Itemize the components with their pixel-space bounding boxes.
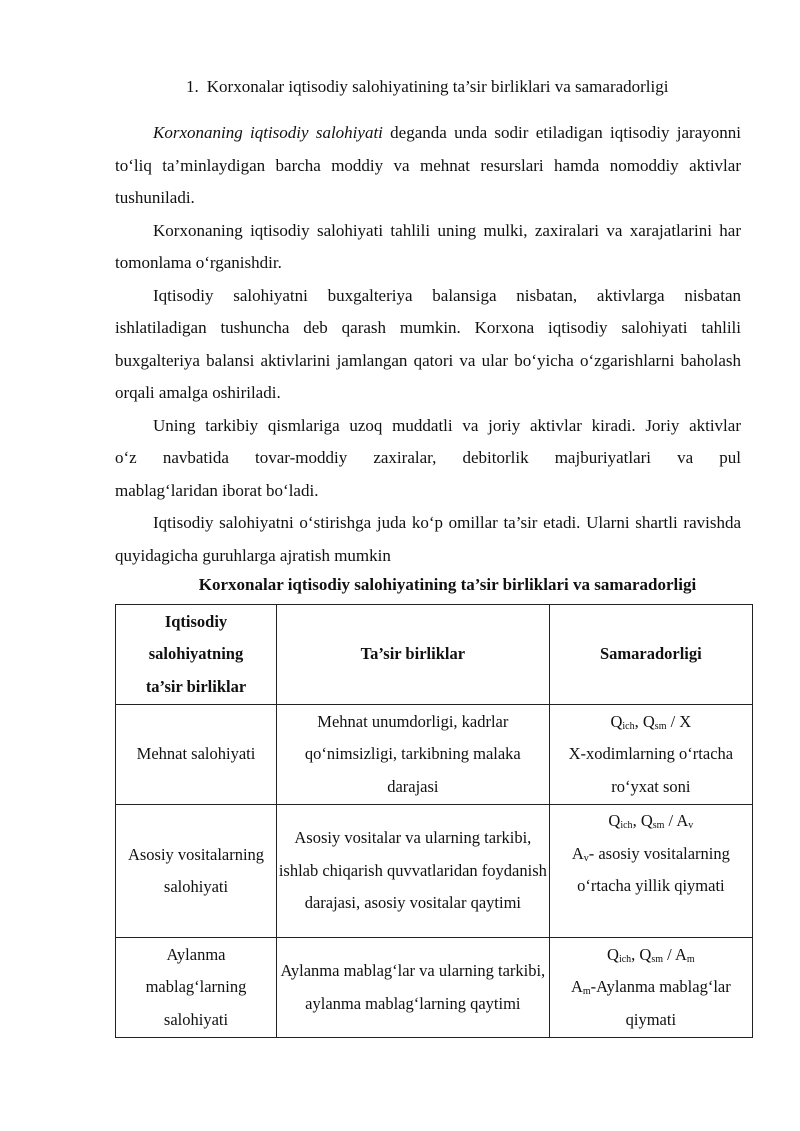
section-number: 1. [186,77,199,96]
section-title: Korxonalar iqtisodiy salohiyatining ta’sir birliklari va samaradorligi [206,77,669,96]
efficiency-formula: $Q_{ich}$, $Q_{sm}$ / X [610,711,692,732]
table-title: Korxonalar iqtisodiy salohiyatining ta’sir birliklari va samaradorligi [198,575,697,594]
header-cell-unit: Iqtisodiy salohiyatning ta’sir birliklar [116,605,277,705]
paragraph-components-l3: mablag‘laridan iborat bo‘ladi. [115,480,319,500]
body-text [115,117,741,572]
table-header-row [116,605,753,705]
table-row [116,705,753,805]
row-efficiency [549,938,752,1038]
row-efficiency [549,705,752,805]
table-row [116,938,753,1038]
section-heading [186,76,668,98]
potential-table [115,604,753,1038]
definition-text: deganda unda sodir etiladigan iqtisodiy jarayonni to‘liq ta’minlaydigan barcha moddiy va mehnat resurslari hamda nomoddiy aktivlar tushuniladi. [115,123,741,207]
paragraph-analysis: Korxonaning iqtisodiy salohiyati tahlili uning mulki, zaxiralari va xarajatlarini har tomonlama o‘rganishdir. [115,220,741,272]
efficiency-description: X-xodimlarning o‘rtacha ro‘yxat soni [568,744,734,796]
paragraph-components-l1: Uning tarkibiy qismlariga uzoq muddatli va joriy aktivlar kiradi. Joriy aktivlar [153,415,741,435]
paragraph-balance: Iqtisodiy salohiyatni buxgalteriya balansiga nisbatan, aktivlarga nisbatan ishlatiladigan tushuncha deb qarash mumkin. Korxona iqtisodiy salohiyati tahlili buxgalteriya balansi aktivlarini jamlangan qatori va ular bo‘yicha o‘zgarishlarni baholash orqali amalga oshiriladi. [115,285,741,402]
defined-term: Korxonaning iqtisodiy salohiyati [153,123,383,142]
paragraph-components-l2: o‘z navbatida tovar-moddiy zaxiralar, debitorlik majburiyatlari va pul [115,448,741,467]
row-factors: Aylanma mablag‘lar va ularning tarkibi, aylanma mablag‘larning qaytimi [277,938,550,1038]
efficiency-formula: $Q_{ich}$, $Q_{sm} / A_m$ [607,944,695,965]
header-cell-efficiency: Samaradorligi [549,605,752,705]
header-cell-factors: Ta’sir birliklar [277,605,550,705]
efficiency-description: $A_m$-Aylanma mablag‘lar qiymati [570,977,731,1029]
row-label: Aylanma mablag‘larning salohiyati [116,938,277,1038]
row-efficiency [549,805,752,938]
paragraph-definition [115,117,741,215]
row-factors: Asosiy vositalar va ularning tarkibi, ishlab chiqarish quvvatlaridan foydanish darajasi, asosiy vositalar qaytimi [277,805,550,938]
table-row [116,805,753,938]
row-factors: Mehnat unumdorligi, kadrlar qo‘nimsizligi, tarkibning malaka darajasi [277,705,550,805]
paragraph-factors: Iqtisodiy salohiyatni o‘stirishga juda ko‘p omillar ta’sir etadi. Ularni shartli ravishda quyidagicha guruhlarga ajratish mumkin [115,513,741,565]
efficiency-formula: $Q_{ich}$, $Q_{sm} / A_v$ [608,811,694,831]
row-label: Mehnat salohiyati [116,705,277,805]
efficiency-description: $A_v-$ asosiy vositalarning o‘rtacha yillik qiymati [571,843,730,895]
row-label: Asosiy vositalarning salohiyati [116,805,277,938]
